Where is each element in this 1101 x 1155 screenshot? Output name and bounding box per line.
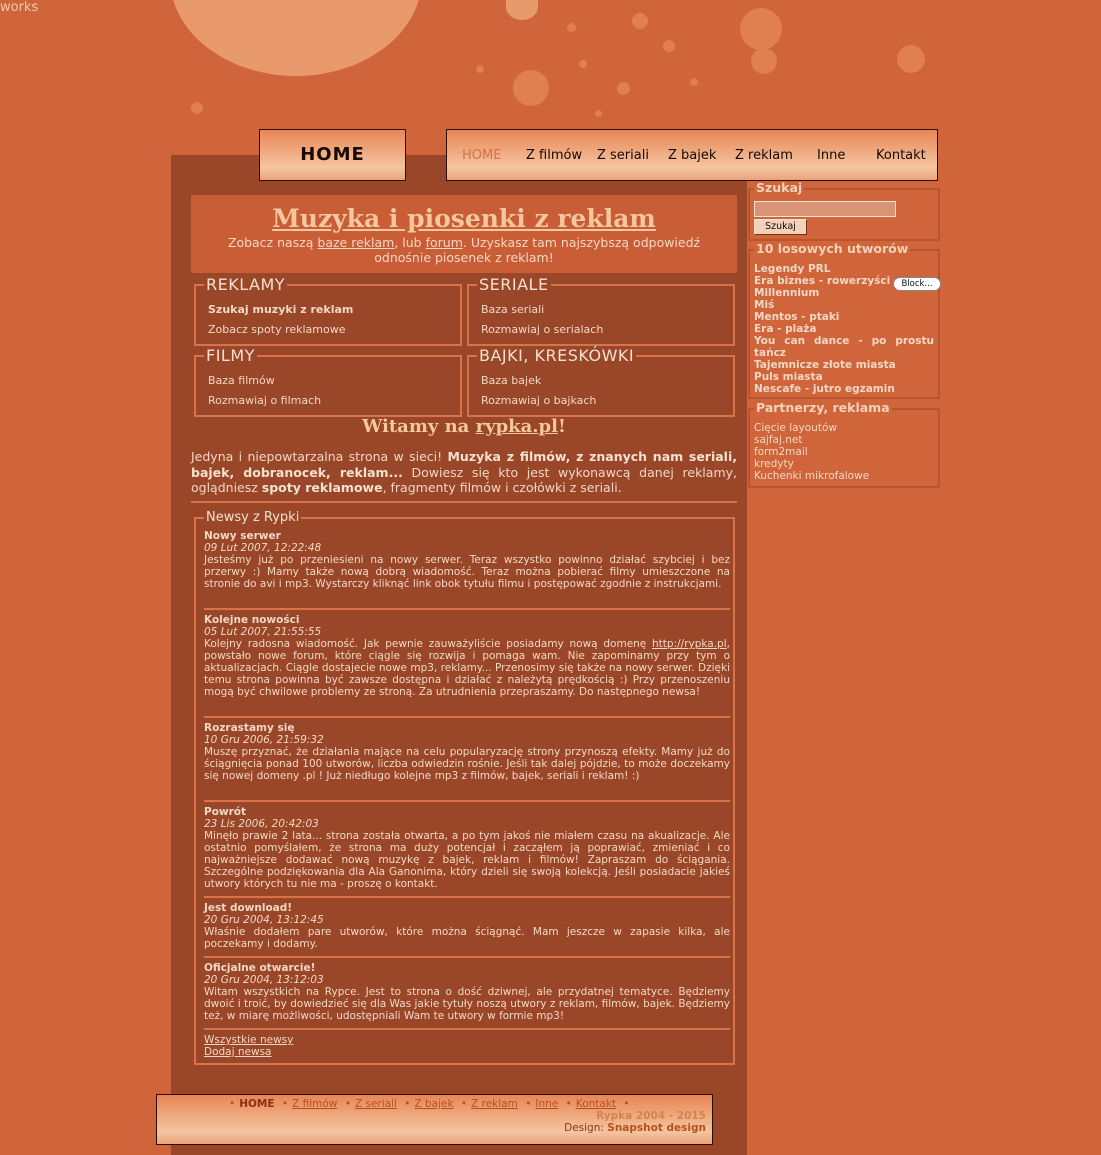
decor-bubble	[579, 60, 587, 68]
category-title: FILMY	[206, 346, 255, 365]
news-body-part: Kolejny radosna wiadomość. Jak pewnie zauważyliście posiadamy nową domenę	[204, 638, 653, 650]
footer-link-inne[interactable]: Inne	[535, 1098, 559, 1110]
news-body-part: , powstało nowe forum, które ciągle się rozwija i pomaga wam. Nie zapominamy przy tym o aktualizacjach. Ciągle dostajecie nowe mp3, reklamy... Przenosimy się także na nowy serwer. Dzięki temu strona powinna być zawsze dostępna i działać z należytą prędkością :) Przy przenoszeniu mogą być chwilowe problemy ze stroną. Za utrudnienia przepraszamy. Do następnego newsa!	[204, 638, 730, 698]
desc-bold: Muzyka z filmów, z znanych nam seriali, bajek, dobranocek, reklam...	[191, 449, 737, 480]
intro-text-part: Zobacz naszą	[227, 235, 318, 250]
news-divider	[204, 800, 730, 802]
footer-bullet: •	[525, 1098, 532, 1110]
footer-bullet: •	[281, 1098, 289, 1110]
footer-link-z-bajek[interactable]: Z bajek	[414, 1098, 454, 1110]
news-title: Rozrastamy się	[204, 722, 295, 734]
nav-z-reklam[interactable]: Z reklam	[735, 148, 793, 163]
category-filmy	[194, 346, 462, 417]
decor-blob	[170, 0, 422, 76]
decor-bubble	[663, 40, 675, 52]
footer-bullet: •	[623, 1098, 630, 1110]
category-link[interactable]: Baza bajek	[481, 374, 542, 387]
category-link[interactable]: Szukaj muzyki z reklam	[208, 303, 354, 316]
song-link[interactable]: Puls miasta	[754, 371, 823, 383]
decor-bubble	[617, 82, 630, 95]
news-item	[204, 962, 730, 1022]
rypka-domain-link[interactable]: http://rypka.pl	[652, 638, 727, 650]
category-seriale	[467, 275, 735, 346]
category-title: SERIALE	[479, 275, 549, 294]
partner-link[interactable]: form2mail	[754, 446, 808, 458]
footer-bullet: •	[404, 1098, 411, 1110]
divider	[191, 501, 737, 503]
song-link[interactable]: Legendy PRL	[754, 263, 831, 275]
desc-text: Jedyna i niepowtarzalna strona w sieci!	[191, 449, 448, 464]
news-divider	[204, 1028, 730, 1030]
news-body: Muszę przyznać, że działania mające na celu popularyzację strony przynoszą efekty. Mamy już do ściągnięcia ponad 100 utworów, liczba odwiedzin rośnie. Jeśli tak dalej pójdzie, to może doczekamy się nowej domeny .pl ! Już niedługo kolejne mp3 z filmów, bajek, seriali i reklam! :)	[204, 746, 730, 782]
category-title: REKLAMY	[206, 275, 286, 294]
all-news-link[interactable]: Wszystkie newsy	[204, 1034, 294, 1046]
footer-bullet: •	[460, 1098, 468, 1110]
partner-link[interactable]: kredyty	[754, 458, 794, 470]
desc-bold: spoty reklamowe	[261, 480, 383, 495]
decor-bubble	[740, 8, 782, 50]
news-title: Powrót	[204, 806, 247, 818]
site-description	[191, 449, 737, 496]
song-link[interactable]: Nescafe - jutro egzamin	[754, 383, 895, 395]
news-body: Minęło prawie 2 lata... strona została otwarta, a po tym jakoś nie miałem czasu na akualizacje. Ale ostatnio pomyślałem, że strona ma duży potencjał i zacząłem ją poprawiać, zmieniać i co najważniejsze dodawać nową muzykę z bajek, reklam i filmów! Zapraszam do ściągania. Szczególne podziękowania dla Ala Ganonima, który dzieli się swoją kolekcją. Jeśli posiadacie jakieś utwory których tu nie ma - proszę o kontakt.	[204, 830, 730, 890]
category-link[interactable]: Baza filmów	[208, 374, 275, 387]
block-button[interactable]: Block...	[893, 277, 941, 291]
news-item	[204, 530, 730, 590]
decor-bubble	[897, 45, 925, 73]
forum-link[interactable]: forum	[425, 235, 463, 250]
footer-bullet: •	[565, 1098, 572, 1110]
search-button[interactable]: Szukaj	[754, 219, 807, 235]
song-link[interactable]: Tajemnicze złote miasta	[754, 359, 896, 371]
news-title: Kolejne nowości	[204, 614, 300, 626]
news-body	[204, 638, 730, 698]
song-link[interactable]: Mentos - ptaki	[754, 311, 840, 323]
site-link[interactable]: rypka.pl	[475, 416, 558, 437]
news-divider	[204, 956, 730, 958]
nav-home[interactable]: HOME	[462, 148, 502, 163]
footer-link-z-seriali[interactable]: Z seriali	[354, 1098, 397, 1110]
news-title: Jest download!	[204, 902, 293, 914]
top-navigation	[446, 129, 938, 181]
decor-bubble	[632, 13, 648, 29]
footer-bullet: •	[344, 1098, 351, 1110]
news-date: 23 Lis 2006, 20:42:03	[204, 818, 319, 830]
footer	[156, 1094, 713, 1145]
nav-z-filmow[interactable]: Z filmów	[526, 148, 583, 163]
footer-link-home[interactable]: HOME	[239, 1098, 275, 1110]
nav-z-seriali[interactable]: Z seriali	[597, 148, 649, 163]
news-item	[204, 722, 730, 782]
footer-link-kontakt[interactable]: Kontakt	[575, 1098, 617, 1110]
partner-link[interactable]: sajfaj.net	[754, 434, 803, 446]
category-link[interactable]: Baza seriali	[481, 303, 545, 316]
add-news-link[interactable]: Dodaj newsa	[204, 1046, 272, 1058]
design-link[interactable]: Snapshot design	[607, 1122, 706, 1134]
song-link[interactable]: Miś	[754, 299, 775, 311]
news-date: 10 Gru 2006, 21:59:32	[204, 734, 324, 746]
category-bajki	[467, 346, 735, 417]
category-link[interactable]: Rozmawiaj o bajkach	[481, 394, 597, 407]
copyright: Rypka 2004 - 2015	[596, 1110, 706, 1122]
news-divider	[204, 608, 730, 610]
decor-bubble	[513, 70, 549, 106]
design-credit	[564, 1122, 706, 1134]
news-date: 09 Lut 2007, 12:22:48	[204, 542, 322, 554]
random-songs-heading: 10 losowych utworów	[756, 241, 909, 256]
desc-text: Dowiesz się kto jest wykonawcą danej reklamy, oglądniesz	[191, 464, 737, 495]
desc-text: , fragmenty filmów i czołówki z seriali.	[382, 480, 622, 495]
intro-title-link[interactable]: Muzyka i piosenki z reklam	[272, 204, 656, 233]
news-section	[194, 510, 735, 1065]
news-heading: Newsy z Rypki	[206, 510, 300, 525]
welcome-prefix: Witamy na	[362, 416, 476, 437]
song-link[interactable]: Era biznes - rowerzyści	[754, 275, 891, 287]
song-link[interactable]: Era - plaża	[754, 323, 817, 335]
nav-z-bajek[interactable]: Z bajek	[668, 148, 717, 163]
decor-bubble	[567, 23, 576, 32]
partners-box	[748, 400, 940, 488]
search-box	[748, 180, 940, 241]
news-divider	[204, 716, 730, 718]
news-body: Witam wszystkich na Rypce. Jest to strona o dość dziwnej, ale przydatnej tematyce. Będziemy dwoić i troić, by dowiedzieć się dla Was jakie tytuły noszą utwory z reklam, filmów, bajek. Będziemy też, w miarę możliwości, udostępniali Wam te utwory w formie mp3!	[204, 986, 730, 1022]
intro-box	[191, 195, 737, 273]
decor-bubble	[191, 102, 203, 114]
category-link[interactable]: Rozmawiaj o serialach	[481, 323, 604, 336]
news-title: Oficjalne otwarcie!	[204, 962, 316, 974]
design-label: Design:	[564, 1122, 604, 1134]
intro-text-part: . Uzyskasz tam najszybszą odpowiedź odnośnie piosenek z reklam!	[374, 235, 701, 265]
nav-kontakt[interactable]: Kontakt	[876, 148, 926, 163]
decor-bubble	[690, 78, 698, 86]
news-date: 05 Lut 2007, 21:55:55	[204, 626, 322, 638]
baze-reklam-link[interactable]: baze reklam	[317, 235, 395, 250]
footer-link-z-filmow[interactable]: Z filmów	[292, 1098, 338, 1110]
logo-home[interactable]: HOME	[259, 129, 406, 181]
intro-text-part: , lub	[394, 235, 426, 250]
partners-heading: Partnerzy, reklama	[756, 400, 890, 415]
welcome-heading	[191, 416, 737, 437]
welcome-suffix: !	[557, 416, 566, 437]
nav-inne[interactable]: Inne	[817, 148, 846, 163]
corner-text: works	[0, 0, 39, 15]
news-body: Jesteśmy już po przeniesieni na nowy serwer. Teraz wszystko powinno działać szybciej i bez przerwy :) Mamy także nową dobrą wiadomość. Teraz można pobierać filmy umieszczone na stronie do avi i mp3. Wystarczy kliknąć link obok tytułu filmu i postępować zgodnie z instrukcjami.	[204, 554, 730, 590]
random-songs-box	[748, 241, 940, 399]
footer-link-z-reklam[interactable]: Z reklam	[471, 1098, 518, 1110]
footer-nav	[229, 1098, 634, 1110]
song-link[interactable]: You can dance - po prostu tańcz	[754, 335, 934, 359]
news-divider	[204, 896, 730, 898]
decor-bubble	[595, 110, 602, 117]
news-body: Właśnie dodałem pare utworów, które można ściągnąć. Mam jeszcze w zapasie kilka, ale poczekamy i dodamy.	[204, 926, 730, 950]
partner-link[interactable]: Kuchenki mikrofalowe	[754, 470, 870, 482]
news-title: Nowy serwer	[204, 530, 281, 542]
footer-bullet: •	[229, 1098, 236, 1110]
news-date: 20 Gru 2004, 13:12:03	[204, 974, 324, 986]
category-reklamy	[194, 275, 462, 346]
search-heading: Szukaj	[756, 180, 803, 195]
decor-bubble	[751, 48, 777, 74]
intro-text	[191, 235, 737, 265]
news-item	[204, 806, 730, 890]
news-item	[204, 902, 730, 950]
decor-leaf	[506, 0, 538, 20]
category-link[interactable]: Rozmawiaj o filmach	[208, 394, 322, 407]
song-link[interactable]: Millennium	[754, 287, 820, 299]
category-title: BAJKI, KRESKÓWKI	[479, 346, 635, 365]
category-link[interactable]: Zobacz spoty reklamowe	[208, 323, 346, 336]
news-date: 20 Gru 2004, 13:12:45	[204, 914, 324, 926]
news-item	[204, 614, 730, 698]
partner-link[interactable]: Cięcie layoutów	[754, 422, 837, 434]
decor-bubble	[476, 65, 484, 73]
search-input[interactable]	[754, 201, 896, 217]
